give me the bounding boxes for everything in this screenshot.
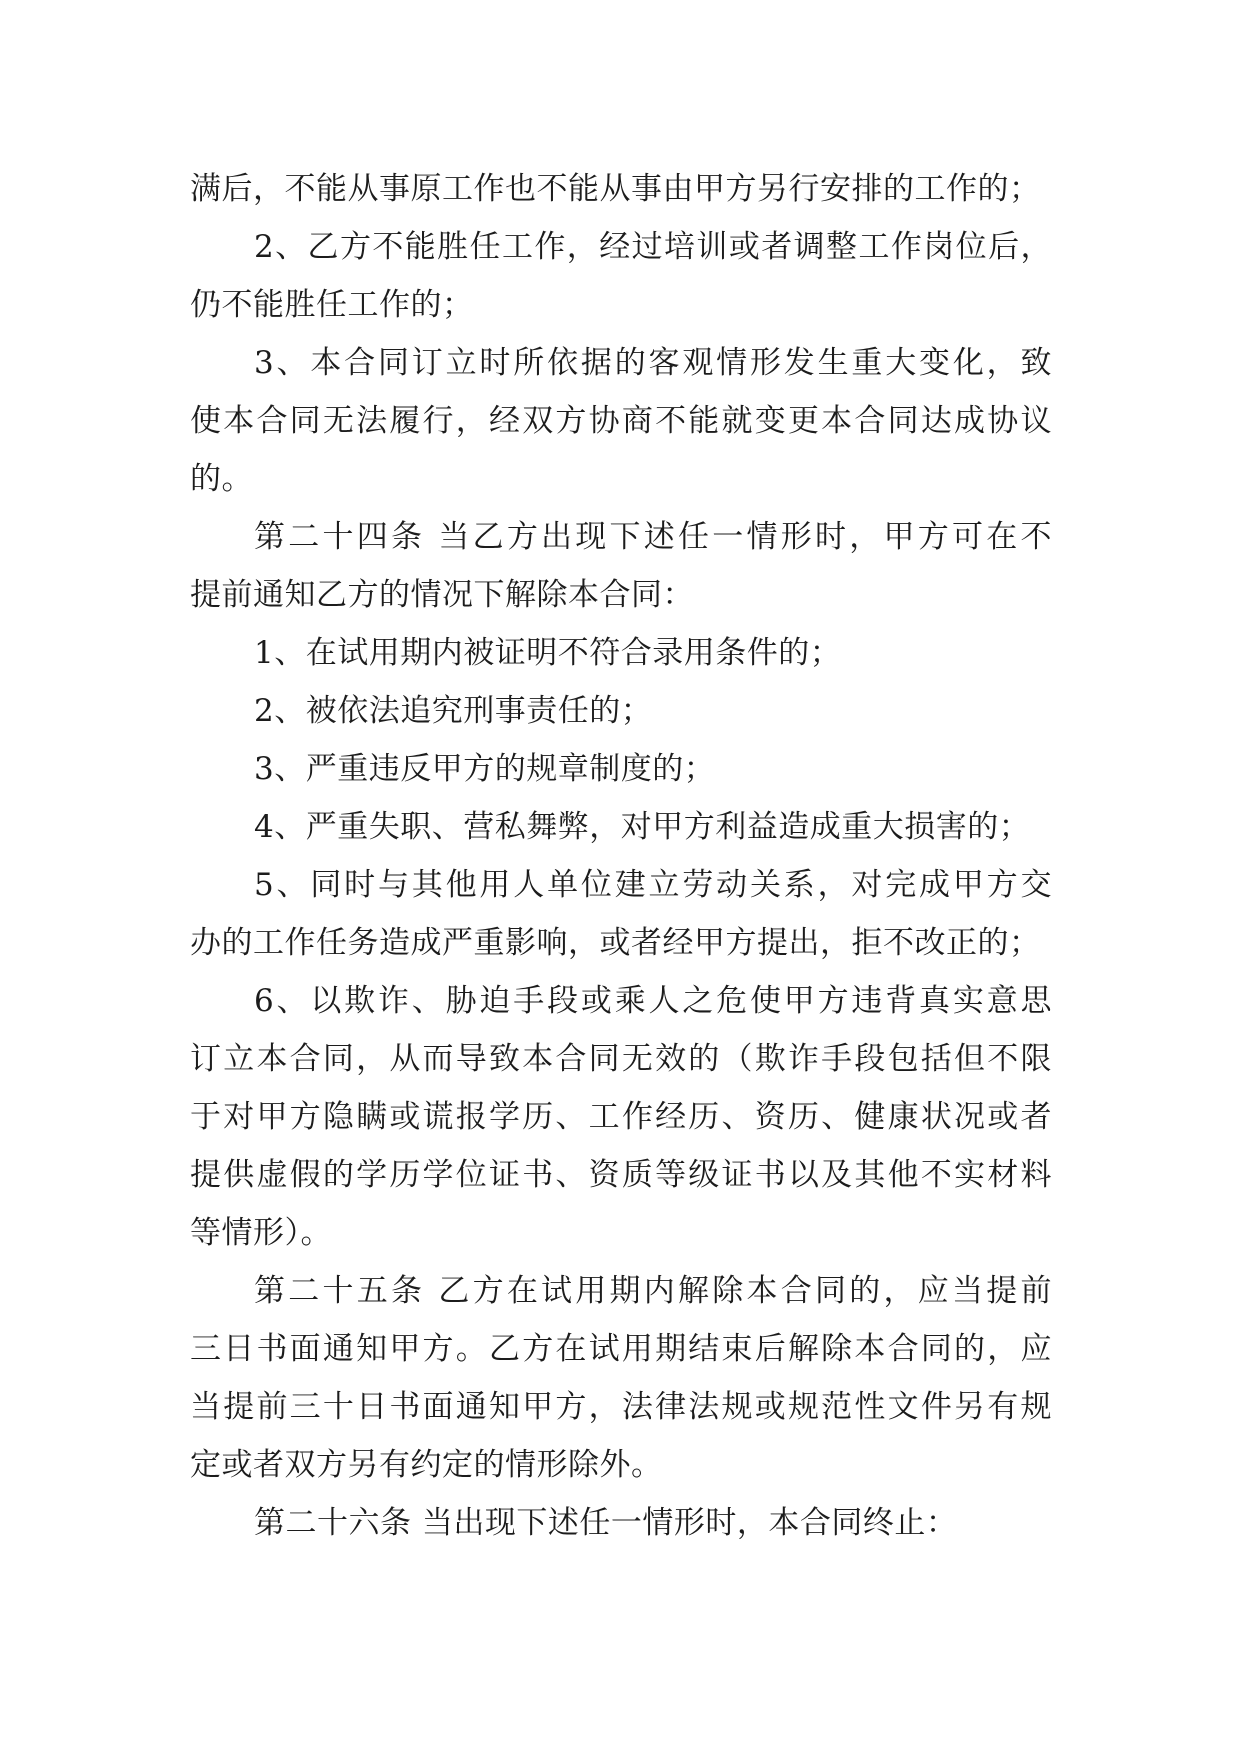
paragraph-line: 定或者双方另有约定的情形除外。 (190, 1447, 663, 1483)
article-25-line: 第二十五条 乙方在试用期内解除本合同的，应当提前 (254, 1273, 1052, 1309)
article-26-line: 第二十六条 当出现下述任一情形时，本合同终止： (254, 1505, 958, 1541)
paragraph-line: 满后，不能从事原工作也不能从事由甲方另行安排的工作的； (190, 171, 1041, 207)
paragraph-line: 提供虚假的学历学位证书、资质等级证书以及其他不实材料 (190, 1157, 1052, 1193)
paragraph-line: 当提前三十日书面通知甲方，法律法规或规范性文件另有规 (190, 1389, 1052, 1425)
paragraph-line: 使本合同无法履行，经双方协商不能就变更本合同达成协议 (190, 403, 1052, 439)
list-item: 2、被依法追究刑事责任的； (254, 693, 653, 729)
paragraph-line: 订立本合同，从而导致本合同无效的（欺诈手段包括但不限 (190, 1041, 1052, 1077)
list-item: 6、以欺诈、胁迫手段或乘人之危使甲方违背真实意思 (254, 983, 1052, 1019)
paragraph-line: 仍不能胜任工作的； (190, 287, 474, 323)
paragraph-line: 2、乙方不能胜任工作，经过培训或者调整工作岗位后， (254, 229, 1052, 265)
list-item: 1、在试用期内被证明不符合录用条件的； (254, 635, 842, 671)
paragraph-line: 办的工作任务造成严重影响，或者经甲方提出，拒不改正的； (190, 925, 1041, 961)
paragraph-line: 3、本合同订立时所依据的客观情形发生重大变化，致 (254, 345, 1052, 381)
paragraph-line: 提前通知乙方的情况下解除本合同： (190, 577, 694, 613)
list-item: 3、严重违反甲方的规章制度的； (254, 751, 716, 787)
paragraph-line: 三日书面通知甲方。乙方在试用期结束后解除本合同的，应 (190, 1331, 1052, 1367)
article-24-line: 第二十四条 当乙方出现下述任一情形时，甲方可在不 (254, 519, 1052, 555)
document-body (190, 160, 1052, 1552)
paragraph-line: 于对甲方隐瞒或谎报学历、工作经历、资历、健康状况或者 (190, 1099, 1052, 1135)
list-item: 5、同时与其他用人单位建立劳动关系，对完成甲方交 (254, 867, 1052, 903)
paragraph-line: 等情形）。 (190, 1215, 332, 1251)
paragraph-line: 的。 (190, 461, 253, 497)
list-item: 4、严重失职、营私舞弊，对甲方利益造成重大损害的； (254, 809, 1031, 845)
